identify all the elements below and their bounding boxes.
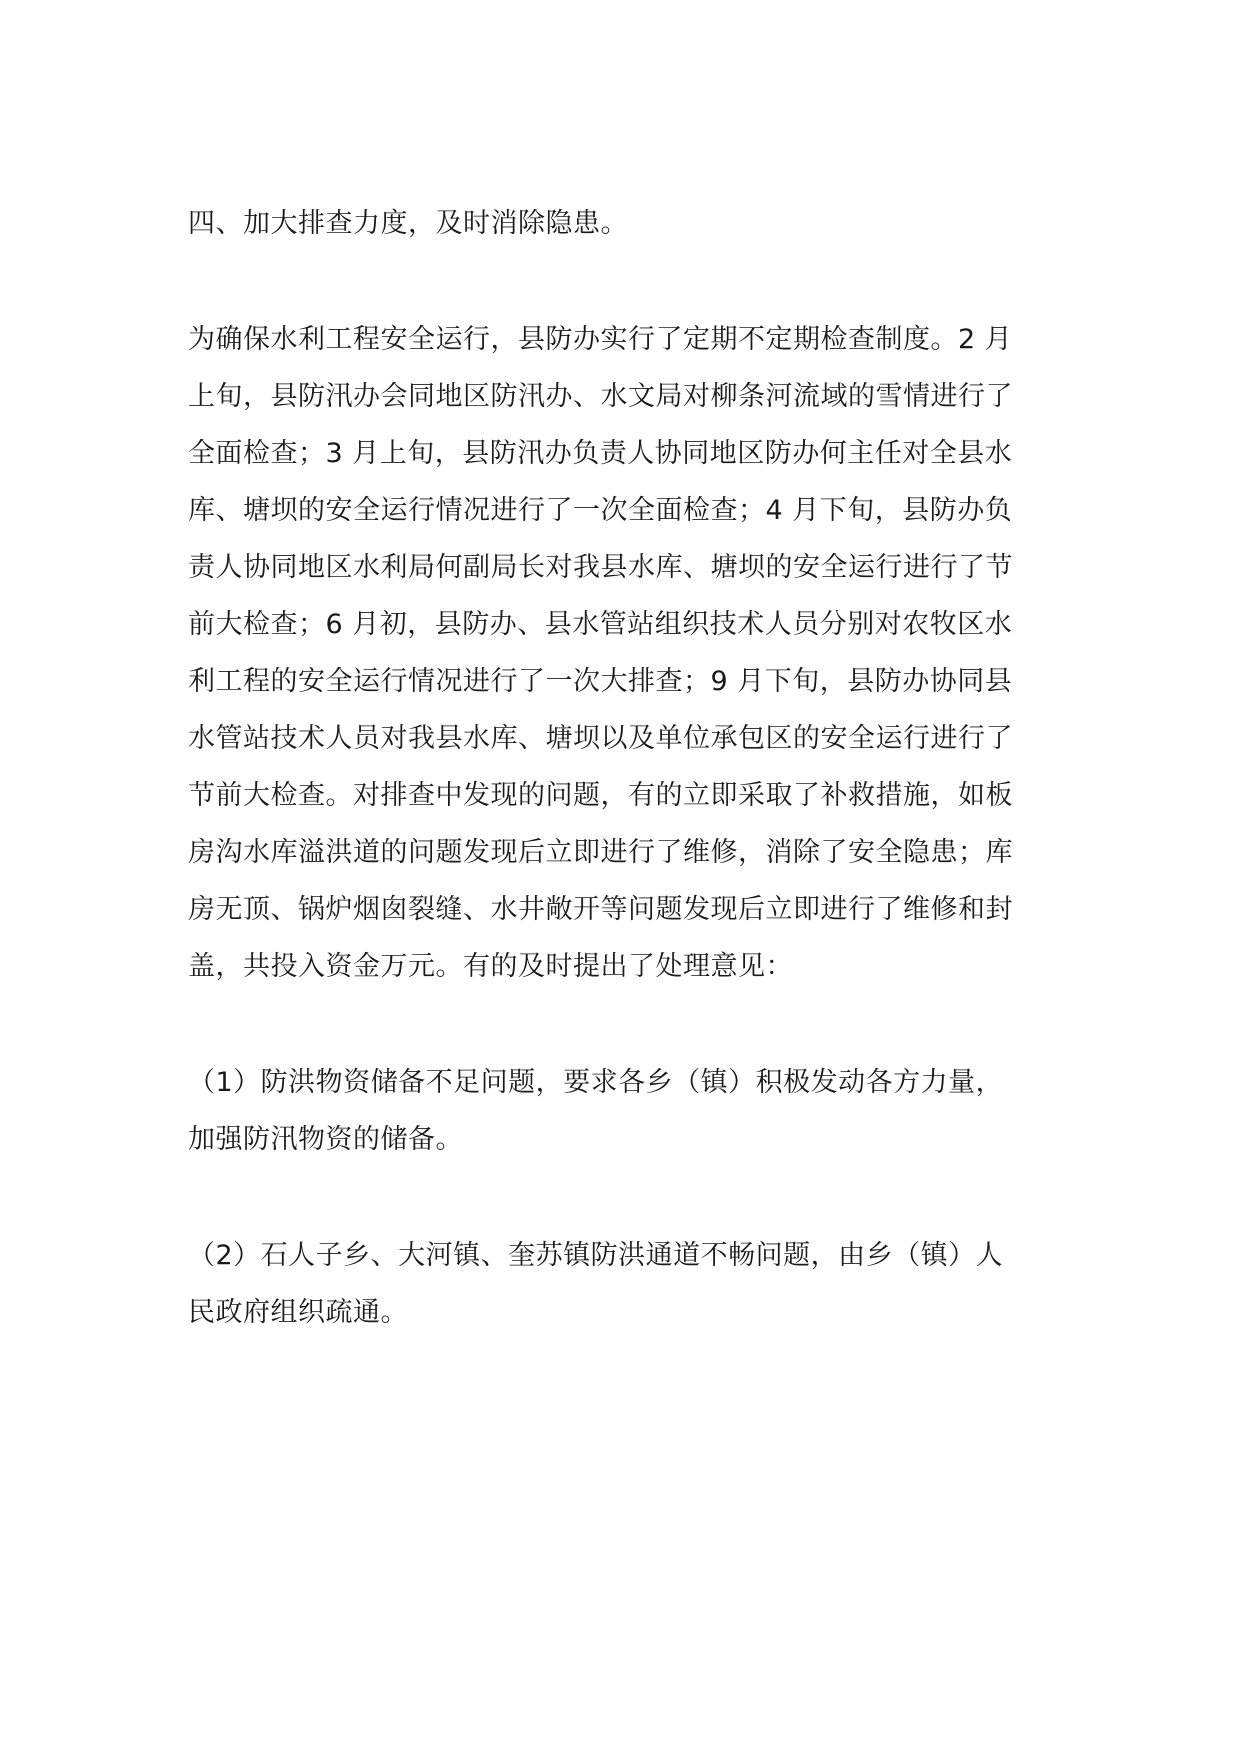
section-heading: 四、加大排查力度，及时消除隐患。 (188, 208, 628, 239)
paragraph-line: 房沟水库溢洪道的问题发现后立即进行了维修，消除了安全隐患；库 (188, 837, 1013, 868)
paragraph-line: 上旬，县防汛办会同地区防汛办、水文局对柳条河流域的雪情进行了 (188, 381, 1013, 412)
list-item-line: 民政府组织疏通。 (188, 1297, 408, 1328)
list-item-line: 加强防汛物资的储备。 (188, 1124, 463, 1155)
paragraph-line: 房无顶、锅炉烟囱裂缝、水井敞开等问题发现后立即进行了维修和封 (188, 894, 1013, 925)
paragraph-line: 全面检查；3 月上旬，县防汛办负责人协同地区防办何主任对全县水 (188, 438, 1013, 469)
paragraph-line: 为确保水利工程安全运行，县防办实行了定期不定期检查制度。2 月 (188, 324, 1013, 355)
paragraph-line: 前大检查；6 月初，县防办、县水管站组织技术人员分别对农牧区水 (188, 609, 1013, 640)
list-item-line: （2）石人子乡、大河镇、奎苏镇防洪通道不畅问题，由乡（镇）人 (188, 1240, 1004, 1271)
paragraph-line: 节前大检查。对排查中发现的问题，有的立即采取了补救措施，如板 (188, 780, 1013, 811)
paragraph-line: 库、塘坝的安全运行情况进行了一次全面检查；4 月下旬，县防办负 (188, 495, 1013, 526)
list-item-line: （1）防洪物资储备不足问题，要求各乡（镇）积极发动各方力量， (188, 1067, 1004, 1098)
paragraph-line: 责人协同地区水利局何副局长对我县水库、塘坝的安全运行进行了节 (188, 552, 1013, 583)
paragraph-line: 水管站技术人员对我县水库、塘坝以及单位承包区的安全运行进行了 (188, 723, 1013, 754)
paragraph-line: 盖，共投入资金万元。有的及时提出了处理意见： (188, 951, 793, 982)
paragraph-line: 利工程的安全运行情况进行了一次大排查；9 月下旬，县防办协同县 (188, 666, 1013, 697)
